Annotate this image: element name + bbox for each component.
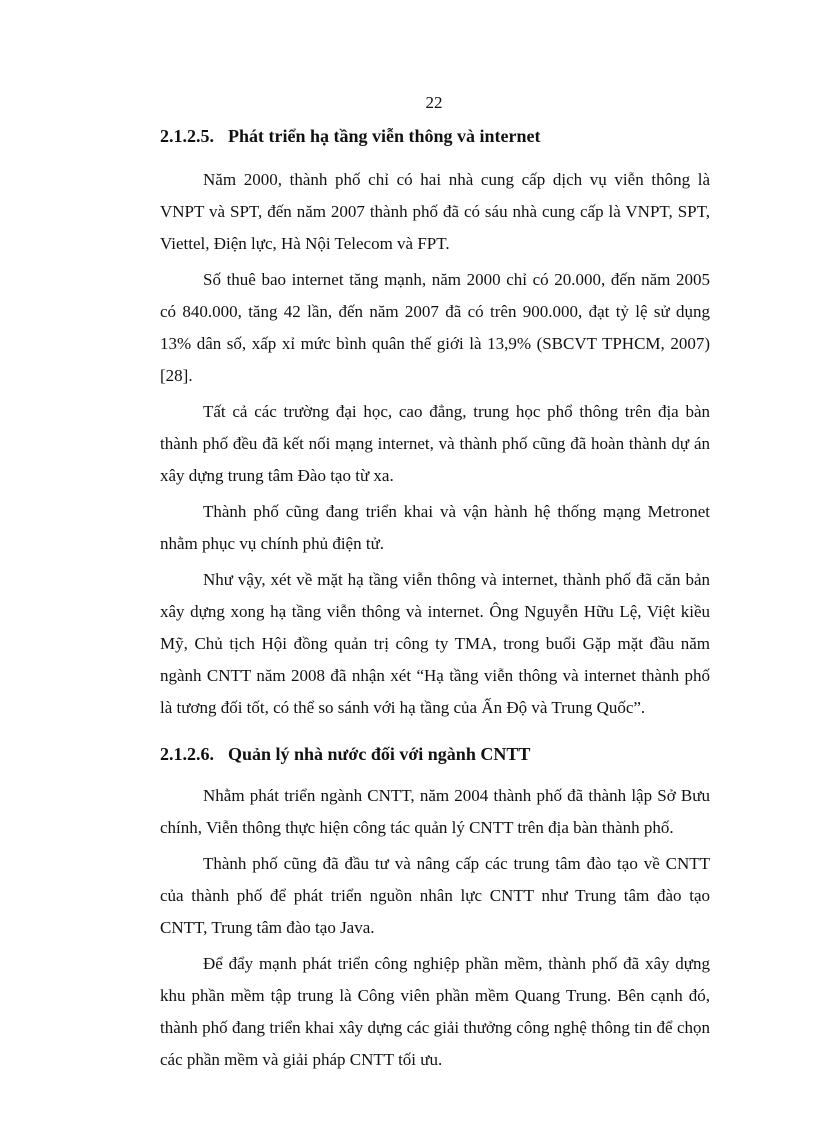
paragraph: Thành phố cũng đã đầu tư và nâng cấp các trung tâm đào tạo về CNTT của thành phố để phát triển nguồn nhân lực CNTT như Trung tâm đào tạo CNTT, Trung tâm đào tạo Java. — [160, 854, 710, 937]
paragraph: Số thuê bao internet tăng mạnh, năm 2000 chỉ có 20.000, đến năm 2005 có 840.000, tăng 42 lần, đến năm 2007 đã có trên 900.000, đạt tỷ lệ sử dụng 13% dân số, xấp xỉ mức bình quân thế giới là 13,9% (SBCVT TPHCM, 2007) [28]. — [160, 270, 710, 385]
section-number: 2.1.2.6. — [160, 744, 214, 764]
section-heading — [160, 742, 710, 766]
section-title: Phát triển hạ tầng viễn thông và internet — [228, 126, 541, 146]
section-title: Quản lý nhà nước đối với ngành CNTT — [228, 744, 531, 764]
paragraph: Thành phố cũng đang triển khai và vận hành hệ thống mạng Metronet nhằm phục vụ chính phủ điện tử. — [160, 502, 710, 553]
paragraph: Nhằm phát triển ngành CNTT, năm 2004 thành phố đã thành lập Sở Bưu chính, Viễn thông thực hiện công tác quản lý CNTT trên địa bàn thành phố. — [160, 786, 710, 837]
section-heading — [160, 124, 710, 148]
paragraph: Như vậy, xét về mặt hạ tầng viễn thông và internet, thành phố đã căn bản xây dựng xong hạ tầng viễn thông và internet. Ông Nguyễn Hữu Lệ, Việt kiều Mỹ, Chủ tịch Hội đồng quản trị công ty TMA, trong buổi Gặp mặt đầu năm ngành CNTT năm 2008 đã nhận xét “Hạ tầng viễn thông và internet thành phố là tương đối tốt, có thể so sánh với hạ tầng của Ấn Độ và Trung Quốc”. — [160, 570, 710, 717]
page-number: 22 — [425, 93, 443, 112]
paragraph: Tất cả các trường đại học, cao đẳng, trung học phổ thông trên địa bàn thành phố đều đã kết nối mạng internet, và thành phố cũng đã hoàn thành dự án xây dựng trung tâm Đào tạo từ xa. — [160, 402, 710, 485]
paragraph: Để đẩy mạnh phát triển công nghiệp phần mềm, thành phố đã xây dựng khu phần mềm tập trung là Công viên phần mềm Quang Trung. Bên cạnh đó, thành phố đang triển khai xây dựng các giải thưởng công nghệ thông tin để chọn các phần mềm và giải pháp CNTT tối ưu. — [160, 954, 710, 1069]
section-telecom-infrastructure — [160, 124, 710, 724]
paragraph: Năm 2000, thành phố chỉ có hai nhà cung cấp dịch vụ viễn thông là VNPT và SPT, đến năm 2007 thành phố đã có sáu nhà cung cấp là VNPT, SPT, Viettel, Điện lực, Hà Nội Telecom và FPT. — [160, 170, 710, 253]
section-state-management — [160, 742, 710, 1076]
section-number: 2.1.2.5. — [160, 126, 214, 146]
page-content — [160, 124, 710, 1080]
